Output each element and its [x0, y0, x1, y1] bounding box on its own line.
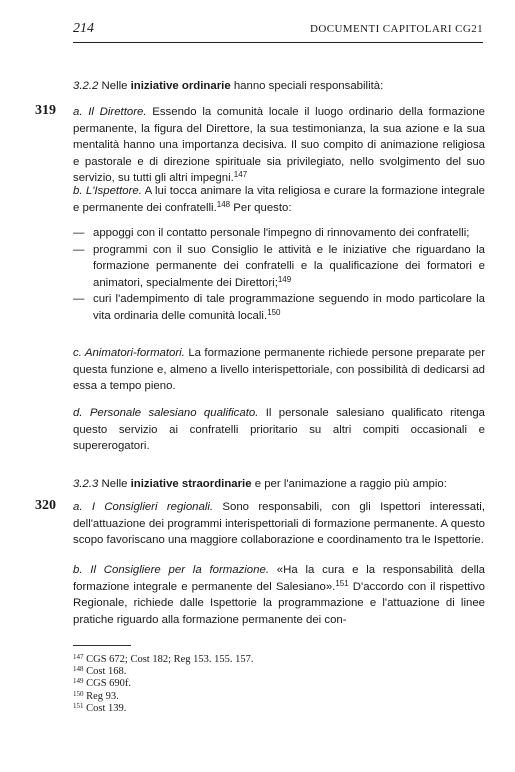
footnote-number: 150: [73, 689, 84, 698]
list-item: [73, 225, 485, 242]
paragraph-tail: Per questo:: [230, 201, 292, 214]
list-item-text: curi l'adempimento di tale programmazione seguendo in modo particolare la vita ordinaria delle comunità locali.: [93, 293, 485, 322]
dash-marker: —: [73, 243, 85, 256]
footnotes: [73, 654, 373, 715]
footnote-number: 151: [73, 701, 84, 710]
paragraph-label: a. I Consiglieri regionali.: [73, 501, 214, 513]
list-item-text: appoggi con il contatto personale l'impegno di rinnovamento dei confratelli;: [93, 227, 470, 239]
paragraph-label: a. Il Direttore.: [73, 106, 147, 118]
margin-number-319: 319: [35, 103, 56, 118]
paragraph-tail: D'accordo con il rispettivo Regionale, richiede dalle Ispettorie la programmazione e l'attuazione di linee pratiche riguardo alla formazione permanente dei con-: [73, 580, 486, 626]
heading-bold: iniziative straordinarie: [130, 478, 252, 490]
paragraph-text: «Ha la cura e la responsabilità della formazione integrale e permanente del Salesiano».: [73, 564, 486, 593]
footnote-number: 148: [73, 665, 84, 674]
footnote-text: Cost 168.: [86, 666, 127, 678]
footnote-text: CGS 690f.: [86, 678, 132, 690]
page-header: [73, 20, 483, 43]
footnote-item: [73, 703, 373, 715]
paragraph-text: A lui tocca animare la vita religiosa e curare la formazione integrale e permanente dei confratelli.: [73, 185, 485, 214]
paragraph-d-personale: [73, 405, 485, 455]
paragraph-label: c. Animatori-formatori.: [73, 347, 185, 359]
footnote-item: [73, 691, 373, 703]
heading-bold: iniziative ordinarie: [130, 80, 231, 92]
footnote-ref: 148: [216, 199, 231, 209]
footnote-ref: 147: [233, 170, 248, 180]
footnote-item: [73, 666, 373, 678]
heading-rest: e per l'animazione a raggio più ampio:: [251, 478, 447, 490]
section-heading-322: [73, 78, 485, 95]
dash-marker: —: [73, 227, 85, 239]
heading-rest: hanno speciali responsabilità:: [230, 80, 384, 92]
paragraph-b-consigliere-formazione: [73, 562, 485, 628]
paragraph-text: Essendo la comunità locale il luogo ordinario della formazione permanente, la figura del Direttore, la sua testimonianza, la sua azione e la sua mentalità hanno una importanza decisiva. Il suo compito di animazione religiosa e pastorale e di direzione spirituale sia privilegiato, nello svolgimento del suo servizio, su tutti gli altri impegni.: [73, 106, 485, 185]
footnote-number: 147: [73, 653, 84, 661]
paragraph-label: b. Il Consigliere per la formazione.: [73, 564, 269, 576]
section-number: 3.2.3: [73, 478, 99, 490]
footnote-item: [73, 678, 373, 690]
bullet-list: [73, 225, 485, 325]
heading-lead: Nelle: [101, 478, 131, 490]
footnote-text: Reg 93.: [86, 690, 119, 702]
section-number: 3.2.2: [73, 80, 99, 92]
list-item-text: programmi con il suo Consiglio le attività e le iniziative che riguardano la formazione permanente dei confratelli e la qualificazione dei formatori e animatori, specialmente dei Direttori;: [93, 243, 485, 289]
margin-number-320: 320: [35, 498, 56, 513]
running-title: DOCUMENTI CAPITOLARI CG21: [310, 23, 483, 35]
paragraph-text: Sono responsabili, con gli Ispettori interessati, dell'attuazione dei programmi interispettoriali di formazione permanente. A questo scopo favoriscano una maggiore collaborazione e coordinamento tra le Ispettorie.: [73, 501, 485, 547]
paragraph-label: d. Personale salesiano qualificato.: [73, 407, 259, 419]
footnote-ref: 151: [335, 578, 349, 588]
page-number: 214: [73, 21, 94, 36]
footnote-ref: 150: [267, 307, 281, 317]
paragraph-label: b. L'Ispettore.: [73, 185, 142, 197]
paragraph-text: Il personale salesiano qualificato ritenga questo servizio ai confratelli prioritario su altri compiti occasionali e supererogatori.: [73, 407, 485, 453]
dash-marker: —: [73, 293, 85, 306]
list-item: [73, 291, 485, 324]
paragraph-a-direttore: [73, 104, 485, 187]
footnote-text: CGS 672; Cost 182; Reg 153. 155. 157.: [86, 654, 254, 665]
footnote-ref: 149: [277, 274, 292, 284]
footnote-text: Cost 139.: [86, 702, 127, 714]
heading-lead: Nelle: [101, 80, 131, 92]
section-heading-323: [73, 476, 485, 493]
list-item: [73, 242, 485, 292]
paragraph-text: La formazione permanente richiede persone preparate per questa funzione e, almeno a livello interispettoriale, con possibilità di dedicarsi ad essa a tempo pieno.: [73, 347, 486, 393]
footnote-divider: [73, 645, 131, 646]
footnote-number: 149: [73, 677, 84, 686]
footnote-item: [73, 654, 373, 666]
paragraph-a-consiglieri: [73, 499, 485, 549]
paragraph-c-animatori: [73, 345, 485, 395]
paragraph-b-ispettore: [73, 183, 485, 216]
